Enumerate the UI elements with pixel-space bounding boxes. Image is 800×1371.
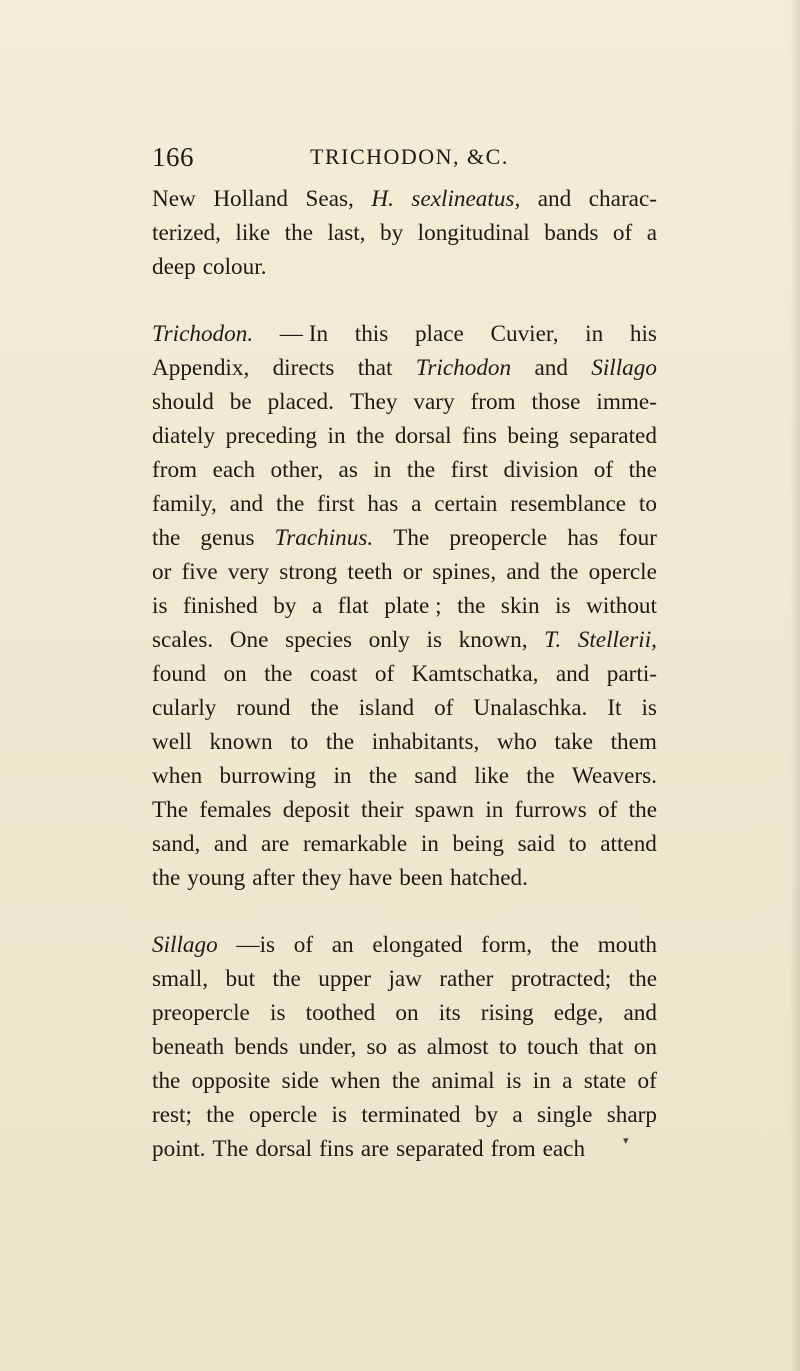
text-line (152, 1132, 657, 1166)
word: plate ; (384, 593, 442, 619)
word: burrowing (219, 763, 317, 789)
word: — In (279, 321, 329, 347)
word: by (379, 220, 404, 246)
word: the (206, 1102, 235, 1128)
text-line (152, 657, 657, 691)
word: four (618, 525, 657, 551)
word: in (585, 321, 604, 347)
stray-ink-mark: ▾ (623, 1135, 629, 1147)
word: take (554, 729, 594, 755)
text-line (152, 1098, 657, 1132)
word: last, (327, 220, 366, 246)
word: when (152, 763, 203, 789)
word: an (331, 932, 354, 958)
word: of (598, 797, 618, 823)
word: attend (600, 831, 657, 857)
text-line (152, 385, 657, 419)
word: separated (396, 1136, 484, 1162)
word: fins (319, 1136, 354, 1162)
word: or (402, 559, 423, 585)
word: elongated (372, 932, 463, 958)
paragraph (152, 182, 657, 284)
word: from (490, 1136, 536, 1162)
paragraph (152, 928, 657, 1166)
paragraph (152, 317, 657, 895)
word: the (550, 932, 580, 958)
word: this (354, 321, 389, 347)
word: animal (431, 1068, 495, 1094)
word: so (366, 1034, 388, 1060)
text-line (152, 759, 657, 793)
word: from (152, 457, 198, 483)
word: spawn (414, 797, 475, 823)
word: preopercle (449, 525, 548, 551)
word: state (583, 1068, 627, 1094)
page-number: 166 (152, 142, 194, 172)
word: Cuvier, (490, 321, 559, 347)
word: in (420, 831, 439, 857)
word: opposite (191, 1068, 271, 1094)
word: the (264, 661, 293, 687)
word: sand (414, 763, 457, 789)
word: on (633, 1034, 657, 1060)
word: spines, (432, 559, 497, 585)
word: on (395, 1000, 419, 1026)
word: is (555, 593, 571, 619)
word: The (393, 525, 430, 551)
word: of (434, 695, 454, 721)
word: has (567, 525, 599, 551)
word: Appendix, (152, 355, 250, 381)
word: Unalaschka. (473, 695, 588, 721)
word: One (229, 627, 269, 653)
word: single (537, 1102, 593, 1128)
word: very (227, 559, 270, 585)
word: is (270, 1000, 286, 1026)
page-header (152, 142, 657, 178)
word: imme- (596, 389, 657, 415)
word: opercle (248, 1102, 318, 1128)
word: the (406, 457, 436, 483)
word: the (152, 1068, 181, 1094)
word: of (374, 661, 395, 687)
word: and (213, 831, 248, 857)
word: bends (234, 1034, 289, 1060)
word: form, (481, 932, 533, 958)
word: genus (200, 525, 255, 551)
word: known, (458, 627, 528, 653)
word: the (272, 966, 301, 992)
word: are (261, 831, 290, 857)
text-line (152, 250, 657, 284)
word: as (338, 457, 358, 483)
word: by (474, 1102, 499, 1128)
word: in (333, 763, 352, 789)
word: upper (318, 966, 372, 992)
word: have (348, 865, 393, 891)
word: each (212, 457, 256, 483)
word: on (223, 661, 247, 687)
word: point. (152, 1136, 206, 1162)
text-line (152, 793, 657, 827)
word: diately (152, 423, 216, 449)
italic-word: Trichodon. (152, 321, 254, 347)
word: bands (544, 220, 599, 246)
word: to (568, 831, 587, 857)
word: known (209, 729, 273, 755)
word: scales. (152, 627, 214, 653)
word: charac- (588, 186, 657, 212)
running-title: TRICHODON, &C. (310, 144, 509, 169)
word: the (457, 593, 486, 619)
italic-word: Trachinus. (274, 525, 374, 551)
word: flat (337, 593, 369, 619)
word: rising (480, 1000, 534, 1026)
word: almost (426, 1034, 489, 1060)
word: to (290, 729, 309, 755)
word: its (438, 1000, 461, 1026)
word: separated (569, 423, 657, 449)
word: a (512, 1102, 523, 1128)
word: Seas, (305, 186, 354, 212)
word: being (507, 423, 559, 449)
word: rest; (152, 1102, 192, 1128)
text-line (152, 691, 657, 725)
word: found (152, 661, 207, 687)
word: females (199, 797, 272, 823)
italic-word: Sillago (591, 355, 657, 381)
word: been (399, 865, 444, 891)
word: the (356, 423, 385, 449)
word: preceding (225, 423, 318, 449)
word: they (301, 865, 342, 891)
word: first (450, 457, 489, 483)
word: placed. (267, 389, 334, 415)
word: that (357, 355, 393, 381)
word: the (628, 797, 657, 823)
word: well (152, 729, 192, 755)
word: remarkable (302, 831, 408, 857)
word: teeth (347, 559, 393, 585)
word: a (562, 1068, 573, 1094)
word: has (367, 491, 399, 517)
text-line (152, 521, 657, 555)
word: young (187, 865, 246, 891)
word: hatched. (449, 865, 528, 891)
word: toothed (305, 1000, 376, 1026)
text-line (152, 1064, 657, 1098)
word: It (607, 695, 622, 721)
italic-word: H. (371, 186, 394, 212)
word: as (397, 1034, 417, 1060)
word: island (358, 695, 415, 721)
word: of (612, 220, 633, 246)
word: is (331, 1102, 347, 1128)
word: jaw (388, 966, 422, 992)
word: the (152, 865, 181, 891)
word: is (152, 593, 168, 619)
italic-word: Sillago (152, 932, 218, 958)
text-line (152, 182, 657, 216)
text-line (152, 861, 657, 895)
italic-word: Trichodon (415, 355, 512, 381)
word: the (628, 457, 657, 483)
word: The (212, 1136, 249, 1162)
word: parti- (606, 661, 657, 687)
word: like (235, 220, 271, 246)
word: dorsal (255, 1136, 313, 1162)
word: and (506, 559, 540, 585)
word: without (586, 593, 657, 619)
word: sand, (152, 831, 201, 857)
word: their (361, 797, 404, 823)
text-line (152, 725, 657, 759)
word: in (373, 457, 392, 483)
word: small, (152, 966, 209, 992)
word: the (391, 1068, 421, 1094)
word: colour. (202, 254, 267, 280)
word: of (637, 1068, 657, 1094)
word: those (531, 389, 581, 415)
word: They (349, 389, 398, 415)
word: to (498, 1034, 517, 1060)
word: terminated (361, 1102, 461, 1128)
word: side (281, 1068, 319, 1094)
word: resemblance (510, 491, 627, 517)
word: deposit (282, 797, 350, 823)
italic-word: T. (544, 627, 562, 653)
word: strong (279, 559, 338, 585)
word: but (225, 966, 256, 992)
word: and (537, 186, 572, 212)
word: after (252, 865, 295, 891)
word: —is (236, 932, 276, 958)
word: under, (298, 1034, 357, 1060)
word: is (505, 1068, 522, 1094)
word: are (360, 1136, 390, 1162)
word: and (229, 491, 264, 517)
word: Kamtschatka, (411, 661, 539, 687)
text-line (152, 996, 657, 1030)
word: mouth (597, 932, 657, 958)
word: when (330, 1068, 381, 1094)
word: who (496, 729, 537, 755)
word: a (646, 220, 657, 246)
word: a (411, 491, 422, 517)
word: edge, (553, 1000, 604, 1026)
word: the (310, 695, 339, 721)
word: longitudinal (417, 220, 530, 246)
word: The (152, 797, 189, 823)
word: coast (309, 661, 358, 687)
word: a (311, 593, 323, 619)
word: rather (439, 966, 494, 992)
word: sharp (606, 1102, 657, 1128)
text-line (152, 589, 657, 623)
text-line (152, 555, 657, 589)
word: certain (434, 491, 498, 517)
word: round (236, 695, 291, 721)
word: the (628, 966, 657, 992)
word: by (273, 593, 297, 619)
text-line (152, 928, 657, 962)
text-line (152, 487, 657, 521)
word: touch (527, 1034, 579, 1060)
word: from (470, 389, 516, 415)
text-line (152, 962, 657, 996)
word: should (152, 389, 214, 415)
word: division (503, 457, 579, 483)
word: terized, (152, 220, 221, 246)
word: deep (152, 254, 196, 280)
text-line (152, 453, 657, 487)
word: to (638, 491, 657, 517)
word: inhabitants, (371, 729, 480, 755)
paragraph-gap (152, 895, 657, 928)
word: is (426, 627, 442, 653)
text-line (152, 1030, 657, 1064)
word: fins (462, 423, 497, 449)
text-line (152, 827, 657, 861)
word: beneath (152, 1034, 225, 1060)
word: dorsal (394, 423, 452, 449)
word: his (629, 321, 657, 347)
word: that (588, 1034, 624, 1060)
word: in (485, 797, 504, 823)
word: only (368, 627, 410, 653)
word: furrows (514, 797, 587, 823)
word: vary (413, 389, 455, 415)
word: preopercle (152, 1000, 250, 1026)
word: like (474, 763, 509, 789)
text-line (152, 419, 657, 453)
italic-word: sexlineatus, (411, 186, 521, 212)
text-line (152, 216, 657, 250)
word: first (317, 491, 355, 517)
text-line (152, 351, 657, 385)
word: the (526, 763, 555, 789)
word: the (550, 559, 579, 585)
word: is (641, 695, 657, 721)
word: place (414, 321, 464, 347)
text-line (152, 623, 657, 657)
word: in (532, 1068, 551, 1094)
word: other, (270, 457, 324, 483)
word: Weavers. (571, 763, 657, 789)
page-edge-shadow (790, 0, 800, 1371)
word: skin (500, 593, 540, 619)
word: family, (152, 491, 217, 517)
word: or (152, 559, 172, 585)
word: directs (272, 355, 335, 381)
word: be (229, 389, 252, 415)
word: and (623, 1000, 657, 1026)
word: finished (183, 593, 258, 619)
paragraph-gap (152, 284, 657, 317)
word: Holland (213, 186, 289, 212)
word: protracted; (510, 966, 612, 992)
word: cularly (152, 695, 217, 721)
word: and (534, 355, 568, 381)
word: the (276, 491, 305, 517)
word: the (325, 729, 355, 755)
word: in (327, 423, 346, 449)
word: the (152, 525, 181, 551)
word: said (517, 831, 555, 857)
word: and (555, 661, 590, 687)
word: of (593, 457, 614, 483)
word: opercle (588, 559, 657, 585)
word: the (368, 763, 398, 789)
italic-word: Stellerii, (577, 627, 657, 653)
word: New (152, 186, 196, 212)
word: the (284, 220, 313, 246)
text-line (152, 317, 657, 351)
word: species (285, 627, 353, 653)
word: five (181, 559, 218, 585)
word: them (610, 729, 657, 755)
word: of (293, 932, 314, 958)
body-text (152, 182, 657, 1166)
word: being (452, 831, 504, 857)
word: each (542, 1136, 586, 1162)
